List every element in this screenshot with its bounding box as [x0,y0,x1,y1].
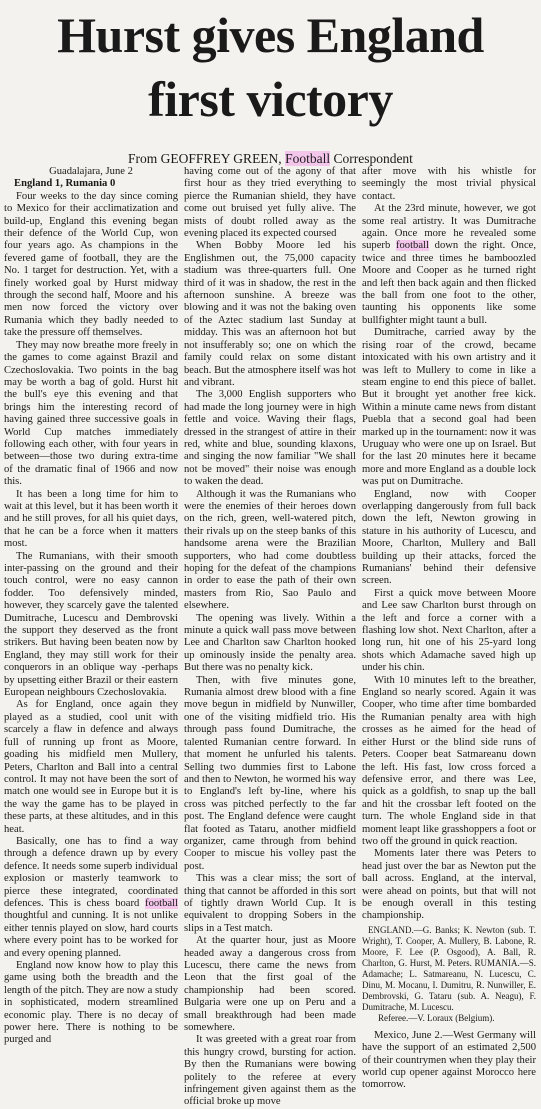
paragraph-text: Basically, one has to find a way through a defence drawn up by every defence. It needs some superb individual explosion or masterly teamwork to pierce these integrated, coordinated defences. This is chess board [4,835,178,909]
paragraph: Dumitrache, carried away by the rising roar of the crowd, became intoxicated with his own artistry and it was left to Mullery to come in like a steam engine to end this piece of ballet. But it brought yet another free kick. Within a minute came news from distant Puebla that a second goal had been marked up in the tournament: now it was Uruguay who were one up on Israel. But for the last 20 minutes here it became more and more England as a double lock was put on Dumitrache. [362,327,536,488]
paragraph: The opening was lively. Within a minute a quick wall pass move between Lee and Charlton saw Charlton hooked up ominously inside the penalty area. But there was no penalty kick. [184,612,356,674]
paragraph [362,203,536,327]
referee-line: Referee.—V. Loraux (Belgium). [378,1012,495,1023]
paragraph: Moments later there was Peters to head just over the bar as Newton put the ball across. England, at the interval, were ahead on points, but that will not be enough overall in this testing championship. [362,848,536,922]
paragraph: This was a clear miss; the sort of thing that cannot be afforded in this sort of tightly drawn World Cup. It is equivalent to dropping Sobers in the slips in a Test match. [184,873,356,934]
paragraph-text: thoughtful and cunning. It is not unlike either tennis played on slow, hard courts where every point has to be worked for and every opening planned. [4,910,178,959]
byline-highlight: Football [285,151,331,166]
paragraph: Although it was the Rumanians who were the enemies of their heroes down on the rich, green, well-watered pitch, their rivals up on the steep banks of this handsome arena were the Brazilian supporters, who had come doubtless hoping for the defeat of the champions in order to ease the path of their own masters from Rio, Sao Paulo and elsewhere. [184,488,356,612]
paragraph: At the quarter hour, just as Moore headed away a dangerous cross from Lucescu, there came the news from Leon that the first goal of the championship had been scored. Bulgaria were one up on Peru and a small breakthrough had been made somewhere. [184,935,356,1034]
paragraph: The Rumanians, with their smooth inter-passing on the ground and their touch control, were no easy cannon fodder. Too defensively minded, however, they scarcely gave the talented Dumitrache, Lucescu and Dembrovski the support they deserved as the front strikers. But having been beaten now by England, they may still work for their conquerors in an oblique way -perhaps by upsetting either Brazil or their eastern European neighbours Czechoslovakia. [4,550,178,699]
byline [0,150,541,167]
byline-suffix: Correspondent [330,151,413,166]
article-column-1 [4,166,178,1066]
paragraph-text: At the 23rd minute, however, we got some real artistry. It was Dumitrache again. Once more he revealed some superb [362,203,536,252]
paragraph: Mexico, June 2.—West Germany will have the support of an estimated 2,500 of their countrymen when they play their world cup opener against Morocco here tomorrow. [362,1029,536,1091]
score-line: England 1, Rumania 0 [14,178,116,190]
paragraph: It was greeted with a great roar from this hungry crowd, bursting for action. By then the Rumanians were bowing politely to the referee at every infringement given against them as the official broke up move [184,1034,356,1108]
paragraph: after move with his whistle for seemingly the most trivial physical contact. [362,166,536,202]
paragraph: It has been a long time for him to wait at this level, but it has been worth it and he still proves, for all his quiet days, that he can be a force when it matters most. [4,488,178,550]
headline-line-2: first victory [148,71,393,127]
byline-prefix: From GEOFFREY GREEN, [128,151,286,166]
paragraph: The 3,000 English supporters who had made the long journey were in high fettle and voice. Waving their flags, dressed in the strangest of attire in their red, white and blue, sounding klaxons, and singing the now familiar "We shall not be moved" their noise was enough to waken the dead. [184,389,356,488]
paragraph: First a quick move between Moore and Lee saw Charlton burst through on the left and force a corner with a flashing low shot. Next Charlton, after a long run, hit one of his 25-yard long shots which Adamache saved high up under his chin. [362,587,536,674]
article-column-3 [362,166,536,1091]
paragraph: England, now with Cooper overlapping dangerously from full back down the left, Newton growing in stature in his authority of Lucescu, and Moore, Charlton, Mullery and Ball building up their attacks, forced the Rumanians' behind their defensive screen. [362,488,536,587]
paragraph: With 10 minutes left to the breather, England so nearly scored. Again it was Cooper, who time after time bombarded the Rumanian penalty area with high crosses as he aimed for the head of either Hurst or the blind side runs of Peters. Cooper beat Satmareanu down the left. His fast, low cross forced a defensive error, and there was Lee, quick as a goldfish, to snap up the ball and hit the crossbar left footed on the turn. The whole England side in that moment leapt like grasshoppers a foot or two off the ground in quick reaction. [362,674,536,847]
paragraph: England now know how to play this game using both the breadth and the length of the pitch. They are now a study in sophisticated, modern streamlined economic play. There is no decay of power here. There is nothing to be purged and [4,960,178,1046]
paragraph: having come out of the agony of that first hour as they tried everything to pierce the Rumanian shield, they have come out bruised yet fully alive. The mists of doubt rolled away as the evening placed its expected coursed [184,166,356,240]
team-lineups: ENGLAND.—G. Banks; K. Newton (sub. T. Wright), T. Cooper, A. Mullery, B. Labone, R. Moore, F. Lee (P. Osgood), A. Ball, R. Charlton, G. Hurst, M. Peters. RUMANIA.—S. Adamache; L. Satmareanu, N. Lucescu, C. Dinu, M. Mocanu, I. Dumitru, R. Nunwiller, E. Dembrovski, G. Tataru (sub. A. Neagu), F. Dumitrache, M. Lucescu. [362,924,536,1012]
highlighted-word: football [395,240,429,252]
paragraph: When Bobby Moore led his Englishmen out, the 75,000 capacity stadium was three-quarters full. One third of it was in shadow, the rest in the afternoon sunshine. A breeze was blowing and it was not the baking oven of the Aztec stadium last Sunday at midday. This was an afternoon hot but not insufferably so; one on which the family could relax on some distant beach. But the atmosphere itself was hot and vibrant. [184,240,356,388]
paragraph-text: down the right. Once, twice and three times he bamboozled Moore and Cooper as he turned right and left then back again and then flicked the ball from one foot to the other, taunting his opponents like some bullfighter might taunt a bull. [362,240,536,326]
paragraph: They may now breathe more freely in the games to come against Brazil and Czechoslovakia. Two points in the bag may be worth a bag of gold. Hurst hit the bull's eye this evening and that brings him the interesting record of having gained three successive goals in World Cup matches immediately following each other, with four years in between—those two during extra-time of the dramatic final of 1966 and now this. [4,339,178,488]
highlighted-word: football [145,897,178,909]
paragraph: Then, with five minutes gone, Rumania almost drew blood with a fine move begun in midfield by Nunwiller, one of the visiting midfield trio. His through pass found Dumitrache, the talented Rumanian centre forward. In that moment he unfurled his talents. Selling two dummies first to Labone and then to Newton, he wormed his way to England's left by-line, where his cross was pitched perfectly to the far post. The England defence were caught flat footed as Tataru, another midfield organizer, came through from behind Cooper to miscue his volley past the post. [184,674,356,872]
dateline: Guadalajara, June 2 [49,166,133,177]
paragraph: Four weeks to the day since coming to Mexico for their acclimatization and build-up, England this evening began their defence of the World Cup, won four years ago. As champions in the fevered game of football, they are the No. 1 target for destruction. Yet, with a finely worked goal by Hurst midway through the second half, Moore and his men now forced the victory over Rumania which they badly needed to take the pressure off themselves. [4,190,178,339]
article-column-2 [184,166,356,1108]
headline-line-1: Hurst gives England [57,7,484,63]
paragraph [4,836,178,960]
paragraph: As for England, once again they played as a studied, cool unit with scarcely a flaw in defence and always full of running up front as Moore, goading his midfield men Mullery, Peters, Charlton and Ball into a central control. It may not have been the sort of match one would see in Europe but it is the way the game has to be played in these parts, at these altitudes, and in this heat. [4,699,178,835]
